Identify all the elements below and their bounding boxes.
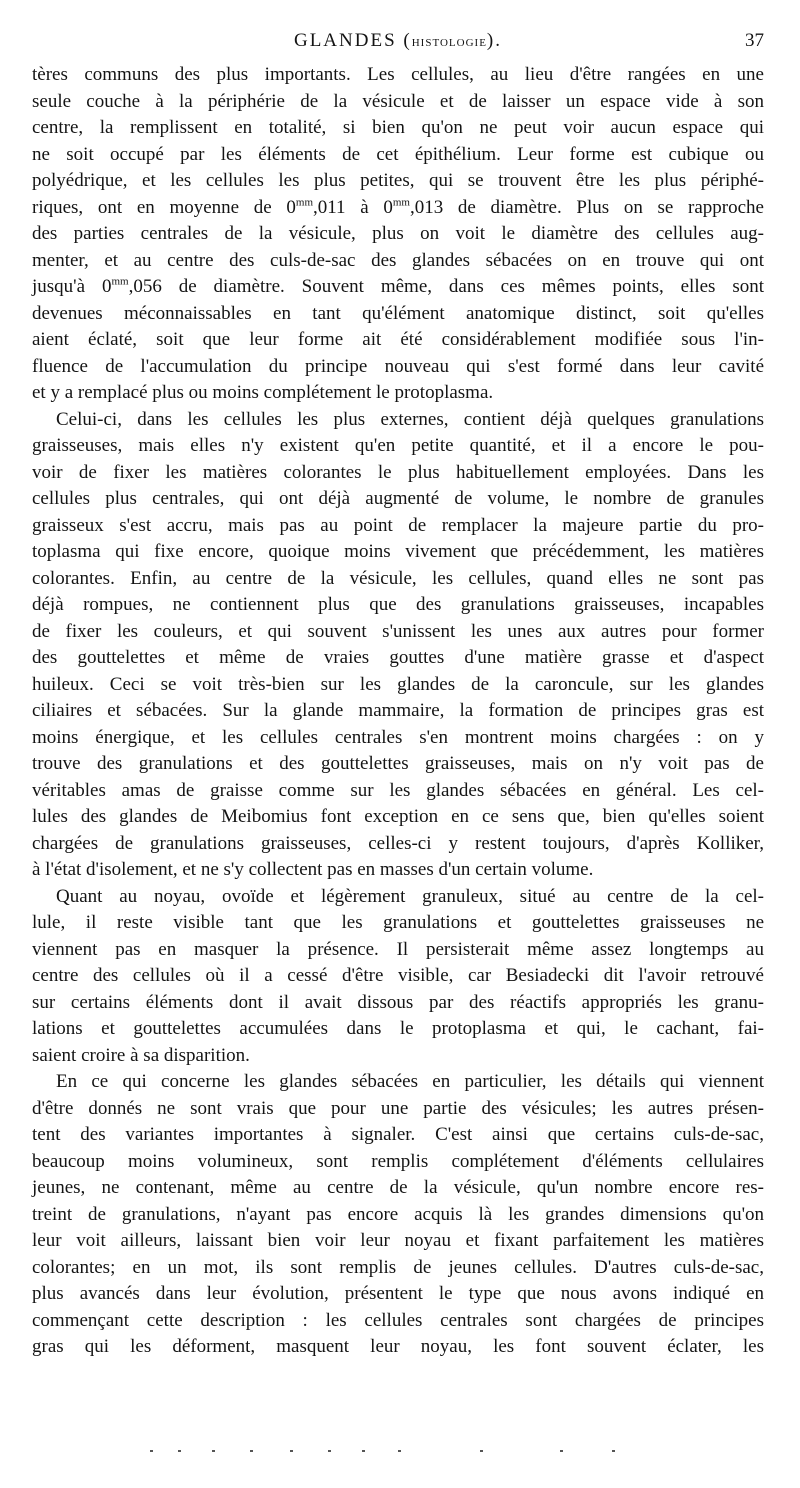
- text-line: d'être donnés ne sont vrais que pour une partie des vésicules; les autres présen-: [32, 1097, 764, 1119]
- body-text: [32, 62, 764, 1361]
- text-line: tères communs des plus importants. Les cellules, au lieu d'être rangées en une: [32, 64, 764, 85]
- text-line: sur certains éléments dont il avait dissous par des réactifs appropriés les granu-: [32, 991, 764, 1013]
- text-line: centre, la remplissent en totalité, si bien qu'on ne peut voir aucun espace qui: [32, 117, 764, 138]
- running-title-subtitle: histologie: [411, 34, 487, 50]
- text-line: tent des variantes importantes à signaler. C'est ainsi que certains culs-de-sac,: [32, 1124, 764, 1145]
- text-line: treint de granulations, n'ayant pas encore acquis là les grandes dimensions qu'on: [32, 1203, 764, 1225]
- text-line: commençant cette description : les cellules centrales sont chargées de principes: [32, 1309, 764, 1331]
- text-line: seule couche à la périphérie de la vésicule et de laisser un espace vide à son: [32, 90, 764, 112]
- text-line: gras qui les déforment, masquent leur noyau, les font souvent éclater, les: [32, 1336, 764, 1357]
- text-line: ciliaires et sébacées. Sur la glande mammaire, la formation de principes gras est: [32, 700, 764, 721]
- text-line: menter, et au centre des culs-de-sac des glandes sébacées on en trouve qui ont: [32, 249, 764, 271]
- text-line: chargées de granulations graisseuses, celles-ci y restent toujours, d'après Kolliker,: [32, 832, 764, 854]
- running-header: [32, 28, 764, 54]
- text-line: riques, ont en moyenne de $0^{mm},011$ à $0^{mm},013$ de diamètre. Plus on se rapproche: [32, 196, 764, 218]
- running-title: [32, 28, 764, 55]
- text-line: Celui-ci, dans les cellules les plus externes, contient déjà quelques granulations: [56, 408, 764, 430]
- text-line: et y a remplacé plus ou moins complétement le protoplasma.: [32, 382, 494, 403]
- text-line: jeunes, ne contenant, même au centre de la vésicule, qu'un nombre encore res-: [32, 1177, 764, 1198]
- text-line: voir de fixer les matières colorantes le plus habituellement employées. Dans les: [32, 461, 764, 483]
- page-number: 37: [745, 30, 764, 51]
- text-line: toplasma qui fixe encore, quoique moins vivement que précédemment, les matières: [32, 541, 764, 562]
- text-line: déjà rompues, ne contiennent plus que des granulations graisseuses, incapables: [32, 594, 764, 615]
- text-line: Quant au noyau, ovoïde et légèrement granuleux, situé au centre de la cel-: [56, 885, 764, 907]
- running-title-close: ).: [486, 30, 502, 51]
- text-line: moins énergique, et les cellules centrales s'en montrent moins chargées : on y: [32, 726, 764, 748]
- running-title-main: GLANDES (: [293, 30, 412, 51]
- text-line: graisseux s'est accru, mais pas au point de remplacer la majeure partie du pro-: [32, 514, 764, 536]
- text-line: des gouttelettes et même de vraies gouttes d'une matière grasse et d'aspect: [32, 647, 764, 668]
- text-line: de fixer les couleurs, et qui souvent s'unissent les unes aux autres pour former: [32, 620, 764, 642]
- text-line: polyédrique, et les cellules les plus petites, qui se trouvent être les plus périphé-: [32, 170, 764, 191]
- text-line: plus avancés dans leur évolution, présentent le type que nous avons indiqué en: [32, 1283, 764, 1304]
- footer-print-marks: [150, 1448, 620, 1456]
- text-line: saient croire à sa disparition.: [32, 1044, 250, 1066]
- text-line: véritables amas de graisse comme sur les glandes sébacées en général. Les cel-: [32, 779, 764, 801]
- text-line: lules des glandes de Meibomius font exception en ce sens que, bien qu'elles soient: [32, 806, 764, 827]
- text-line: leur voit ailleurs, laissant bien voir leur noyau et fixant parfaitement les matières: [32, 1230, 764, 1251]
- text-line: ne soit occupé par les éléments de cet épithélium. Leur forme est cubique ou: [32, 143, 764, 165]
- text-line: colorantes; en un mot, ils sont remplis de jeunes cellules. D'autres culs-de-sac,: [32, 1256, 764, 1278]
- text-line: aient éclaté, soit que leur forme ait été considérablement modifiée sous l'in-: [32, 329, 764, 350]
- text-line: fluence de l'accumulation du principe nouveau qui s'est formé dans leur cavité: [32, 355, 764, 377]
- text-line: cellules plus centrales, qui ont déjà augmenté de volume, le nombre de granules: [32, 488, 764, 509]
- text-line: colorantes. Enfin, au centre de la vésicule, les cellules, quand elles ne sont pas: [32, 567, 764, 589]
- text-line: des parties centrales de la vésicule, plus on voit le diamètre des cellules aug-: [32, 223, 764, 244]
- text-line: centre des cellules où il a cessé d'être visible, car Besiadecki dit l'avoir retrouvé: [32, 965, 764, 986]
- text-line: huileux. Ceci se voit très-bien sur les glandes de la caroncule, sur les glandes: [32, 673, 764, 695]
- text-line: devenues méconnaissables en tant qu'élément anatomique distinct, soit qu'elles: [32, 302, 764, 324]
- text-line: beaucoup moins volumineux, sont remplis complétement d'éléments cellulaires: [32, 1150, 764, 1172]
- text-line: lule, il reste visible tant que les granulations et gouttelettes graisseuses ne: [32, 912, 764, 933]
- text-line: En ce qui concerne les glandes sébacées en particulier, les détails qui viennent: [56, 1071, 764, 1092]
- text-line: graisseuses, mais elles n'y existent qu'en petite quantité, et il a encore le pou-: [32, 435, 764, 456]
- text-line: à l'état d'isolement, et ne s'y collectent pas en masses d'un certain volume.: [32, 859, 594, 880]
- text-line: trouve des granulations et des gouttelettes graisseuses, mais on n'y voit pas de: [32, 753, 764, 774]
- text-line: viennent pas en masquer la présence. Il persisterait même assez longtemps au: [32, 938, 764, 960]
- text-line: lations et gouttelettes accumulées dans le protoplasma et qui, le cachant, fai-: [32, 1018, 764, 1039]
- text-line: jusqu'à $0^{mm},056$ de diamètre. Souvent même, dans ces mêmes points, elles sont: [32, 275, 765, 297]
